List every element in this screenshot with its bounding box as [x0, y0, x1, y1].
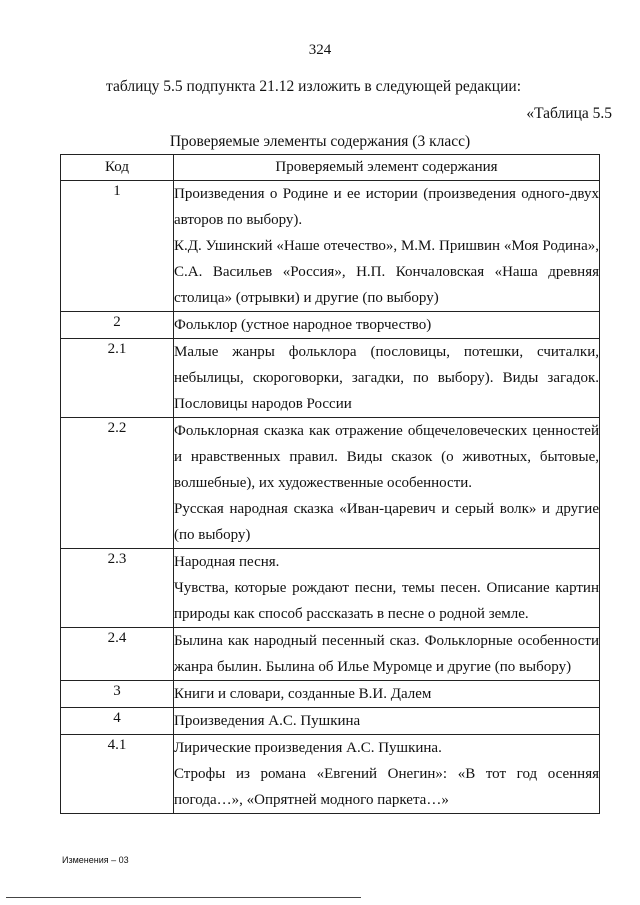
table-header-row	[61, 155, 600, 181]
row-element	[174, 181, 600, 312]
row-code: 2.3	[61, 549, 174, 628]
table-body	[61, 181, 600, 814]
row-element	[174, 339, 600, 418]
row-code: 4.1	[61, 735, 174, 814]
row-code: 3	[61, 681, 174, 708]
table-row	[61, 681, 600, 708]
row-element-paragraph: Произведения А.С. Пушкина	[174, 713, 361, 729]
row-code: 2.2	[61, 418, 174, 549]
row-element-paragraph: Строфы из романа «Евгений Онегин»: «В тот год осенняя погода…», «Опрятней модного паркета…»	[174, 766, 599, 808]
row-code: 2.4	[61, 628, 174, 681]
page-number: 324	[308, 42, 332, 58]
row-element-paragraph: Произведения о Родине и ее истории (произведения одного-двух авторов по выбору).	[174, 186, 599, 228]
row-element-paragraph: Русская народная сказка «Иван-царевич и серый волк» и другие (по выбору)	[174, 501, 599, 543]
row-element	[174, 628, 600, 681]
intro-text: таблицу 5.5 подпункта 21.12 изложить в следующей редакции:	[106, 78, 521, 95]
row-element-paragraph: Фольклорная сказка как отражение общечеловеческих ценностей и нравственных правил. Виды сказок (о животных, бытовые, волшебные), их художественные особенности.	[174, 423, 599, 491]
row-element	[174, 735, 600, 814]
row-element	[174, 549, 600, 628]
table-title: Проверяемые элементы содержания (3 класс)	[169, 133, 471, 150]
table-row	[61, 708, 600, 735]
row-code: 4	[61, 708, 174, 735]
table-row	[61, 339, 600, 418]
row-element-paragraph: Малые жанры фольклора (пословицы, потешки, считалки, небылицы, скороговорки, загадки, по выбору). Виды загадок. Пословицы народов России	[174, 344, 599, 412]
row-code: 1	[61, 181, 174, 312]
row-element-paragraph: Былина как народный песенный сказ. Фольклорные особенности жанра былин. Былина об Илье Муромце и другие (по выбору)	[174, 633, 599, 675]
row-element-paragraph: Лирические произведения А.С. Пушкина.	[174, 740, 442, 756]
table-caption: «Таблица 5.5	[526, 105, 612, 122]
row-element	[174, 418, 600, 549]
row-element	[174, 681, 600, 708]
row-element-paragraph: Книги и словари, созданные В.И. Далем	[174, 686, 432, 702]
row-element-paragraph: Фольклор (устное народное творчество)	[174, 317, 432, 333]
table-row	[61, 181, 600, 312]
header-element: Проверяемый элемент содержания	[174, 155, 600, 181]
table-row	[61, 418, 600, 549]
row-element-paragraph: Народная песня.	[174, 554, 280, 570]
content-elements-table	[60, 154, 600, 814]
table-row	[61, 312, 600, 339]
bottom-rule	[6, 897, 361, 898]
table-row	[61, 549, 600, 628]
row-code: 2	[61, 312, 174, 339]
table-row	[61, 735, 600, 814]
table-row	[61, 628, 600, 681]
row-element-paragraph: К.Д. Ушинский «Наше отечество», М.М. Пришвин «Моя Родина», С.А. Васильев «Россия», Н.П. Кончаловская «Наша древняя столица» (отрывки) и другие (по выбору)	[174, 238, 599, 306]
footer-revision: Изменения – 03	[62, 855, 129, 865]
row-element-paragraph: Чувства, которые рождают песни, темы песен. Описание картин природы как способ рассказать в песне о родной земле.	[174, 580, 599, 622]
row-element	[174, 312, 600, 339]
header-code: Код	[61, 155, 174, 181]
row-code: 2.1	[61, 339, 174, 418]
row-element	[174, 708, 600, 735]
